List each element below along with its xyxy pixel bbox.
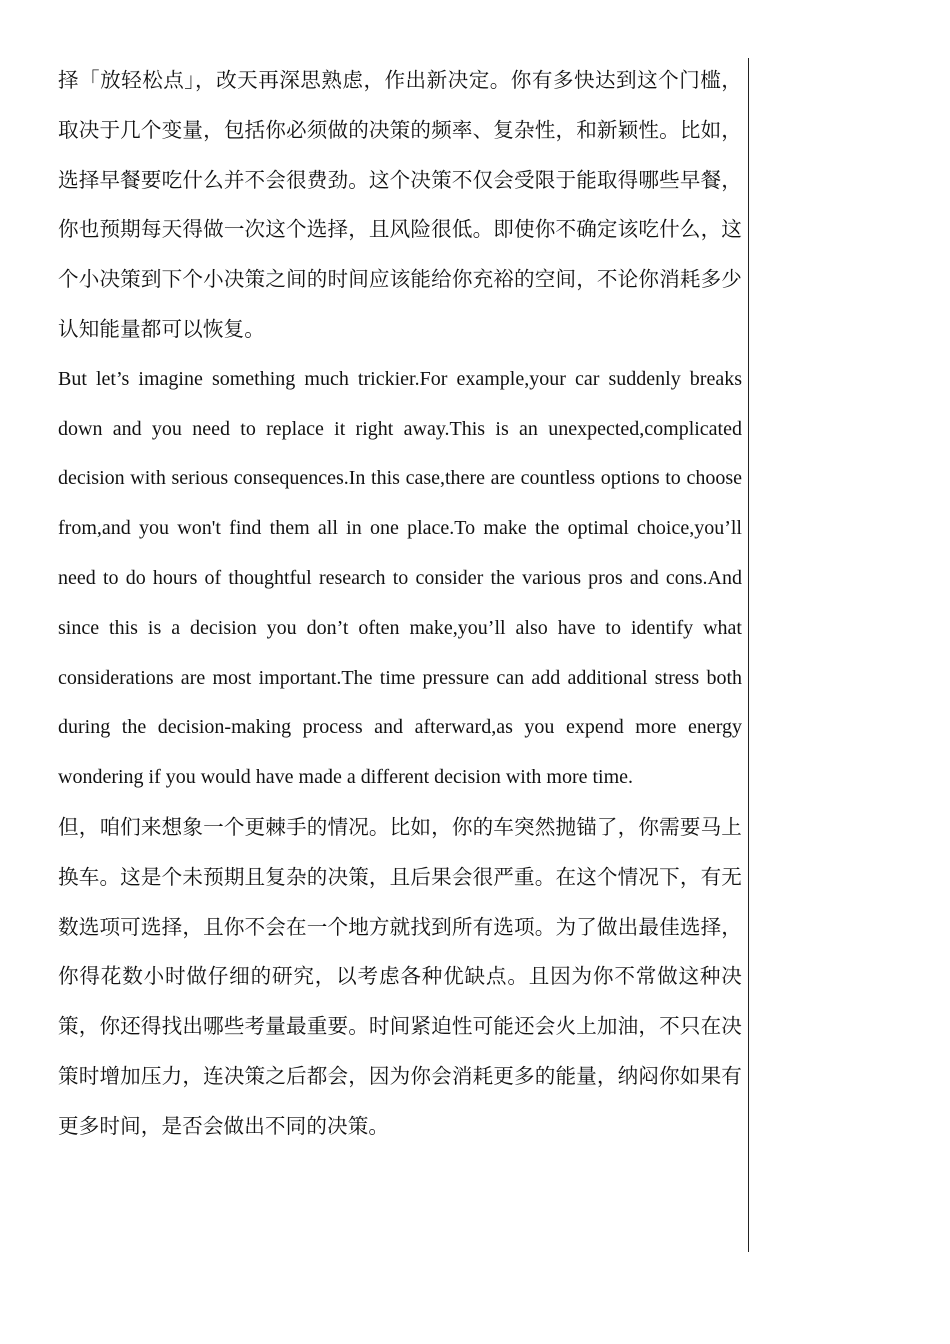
right-margin-rule <box>748 58 749 1252</box>
paragraph-chinese-breakfast: 择「放轻松点」，改天再深思熟虑，作出新决定。你有多快达到这个门槛，取决于几个变量，包括你必须做的决策的频率、复杂性，和新颖性。比如，选择早餐要吃什么并不会很费劲。这个决策不仅会受限于能取得哪些早餐，你也预期每天得做一次这个选择，且风险很低。即使你不确定该吃什么，这个小决策到下个小决策之间的时间应该能给你充裕的空间，不论你消耗多少认知能量都可以恢复。 <box>58 68 742 341</box>
paragraph-english-car: But let’s imagine something much trickier.For example,your car suddenly breaks down and you need to replace it right away.This is an unexpected,complicated decision with serious consequences.In this case,there are countless options to choose from,and you won't find them all in one place.To make the optimal choice,you’ll need to do hours of thoughtful research to consider the various pros and cons.And since this is a decision you don’t often make,you’ll also have to identify what considerations are most important.The time pressure can add additional stress both during the decision-making process and afterward,as you expend more energy wondering if you would have made a different decision with more time. <box>58 367 742 789</box>
paragraph-chinese-car: 但，咱们来想象一个更棘手的情况。比如，你的车突然抛锚了，你需要马上换车。这是个未预期且复杂的决策，且后果会很严重。在这个情况下，有无数选项可选择，且你不会在一个地方就找到所有选项。为了做出最佳选择，你得花数小时做仔细的研究，以考虑各种优缺点。且因为你不常做这种决策，你还得找出哪些考量最重要。时间紧迫性可能还会火上加油，不只在决策时增加压力，连决策之后都会，因为你会消耗更多的能量，纳闷你如果有更多时间，是否会做出不同的决策。 <box>58 814 742 1138</box>
document-body <box>58 56 742 1152</box>
